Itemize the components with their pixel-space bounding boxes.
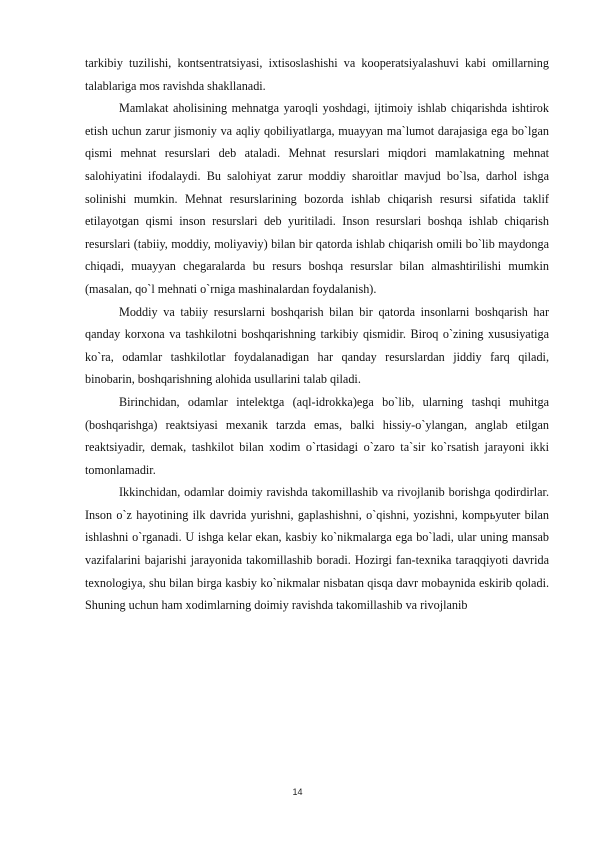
paragraph-managing-people: Moddiy va tabiiy resurslarni boshqarish bilan bir qatorda insonlarni boshqarish har qanday korxona va tashkilotni boshqarishning tarkibiy qismidir. Biroq o`zining xususiyatiga ko`ra, odamlar tashkilotlar foydalanadigan har qanday resurslardan jiddiy farq qiladi, binobarin, boshqarishning alohida usullarini talab qiladi. bbox=[85, 304, 549, 387]
page-number: 14 bbox=[292, 787, 303, 797]
paragraph-continuation: tarkibiy tuzilishi, kontsentratsiyasi, ixtisoslashishi va kooperatsiyalashuvi kabi omillarning talablariga mos ravishda shakllanadi. bbox=[85, 56, 549, 93]
paragraph-first-reason: Birinchidan, odamlar intelektga (aql-idrokka)ega bo`lib, ularning tashqi muhitga (boshqarishga) reaktsiyasi mexanik tarzda emas, balki hissiy-o`ylangan, anglab etilgan reaktsiyadir, demak, tashkilot bilan xodim o`rtasidagi o`zaro ta`sir ko`rsatish jarayoni ikki tomonlamadir. bbox=[85, 394, 549, 477]
body-text bbox=[85, 52, 549, 617]
paragraph-labor-resources: Mamlakat aholisining mehnatga yaroqli yoshdagi, ijtimoiy ishlab chiqarishda ishtirok etish uchun zarur jismoniy va aqliy qobiliyatlarga, muayyan ma`lumot darajasiga ega bo`lgan qismi mehnat resurslari deb ataladi. Mehnat resurslari miqdori mamlakatning mehnat salohiyatini ifodalaydi. Bu salohiyat zarur moddiy sharoitlar mavjud bo`lsa, darhol ishga solinishi mumkin. Mehnat resurslarining bozorda ishlab chiqarish resursi sifatida taklif etilayotgan qismi inson resurslari deb yuritiladi. Inson resurslari boshqa ishlab chiqarish resurslari (tabiiy, moddiy, moliyaviy) bilan bir qatorda ishlab chiqarish omili bo`lib maydonga chiqadi, muayyan chegaralarda bu resurs boshqa resurslar bilan almashtirilishi mumkin (masalan, qo`l mehnati o`rniga mashinalardan foydalanish). bbox=[85, 101, 549, 296]
paragraph-second-reason: Ikkinchidan, odamlar doimiy ravishda takomillashib va rivojlanib borishga qodirdirlar. Inson o`z hayotining ilk davrida yurishni, gaplashishni, o`qishni, yozishni, kompьyuter bilan ishlashni o`rganadi. U ishga kelar ekan, kasbiy ko`nikmalarga ega bo`ladi, ular uning mansab vazifalarini bajarishi jarayonida takomillashib boradi. Hozirgi fan-texnika taraqqiyoti davrida texnologiya, shu bilan birga kasbiy ko`nikmalar nisbatan qisqa davr mobaynida eskirib qoladi. Shuning uchun ham xodimlarning doimiy ravishda takomillashib va rivojlanib bbox=[85, 485, 549, 613]
